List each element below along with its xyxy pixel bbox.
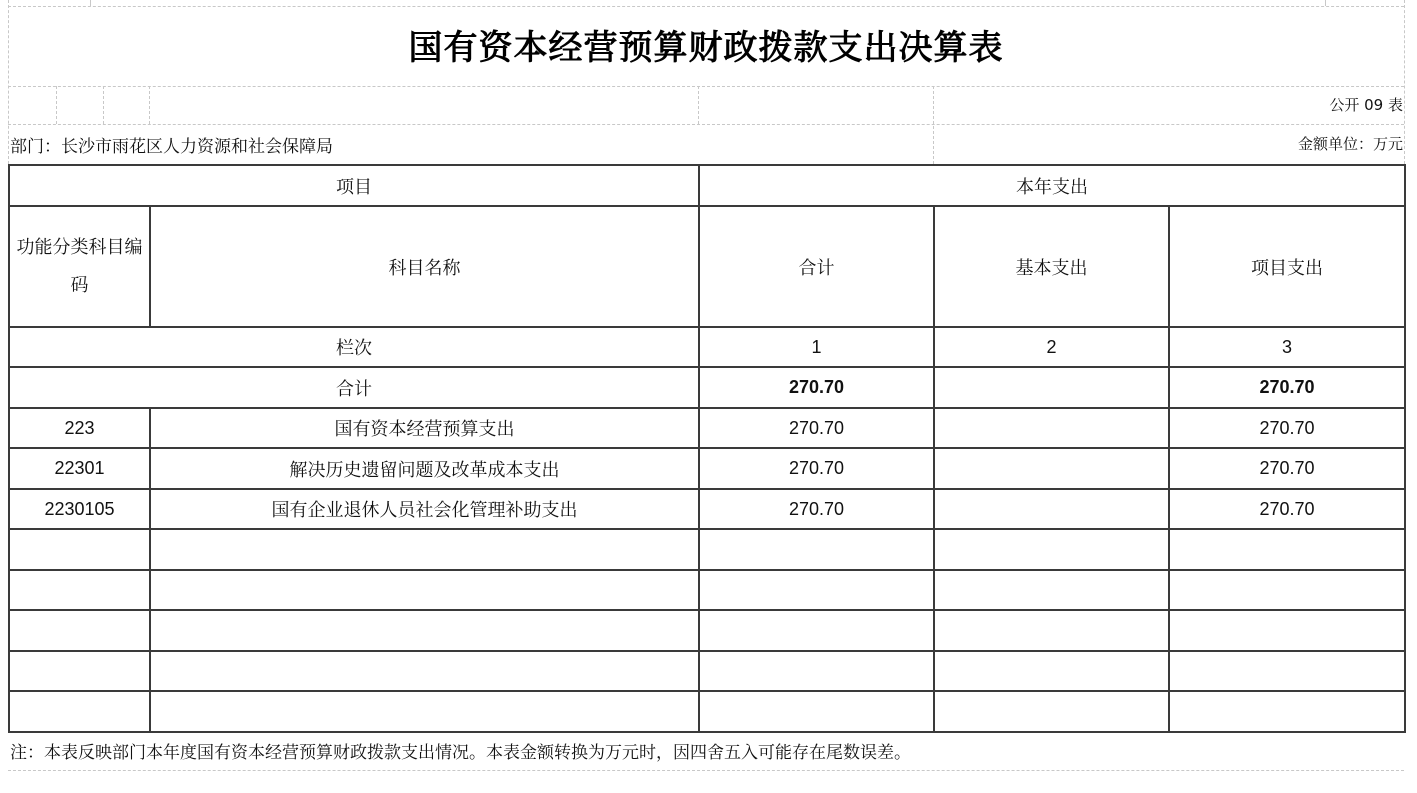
row-code: 22301 (9, 448, 150, 489)
column-index-3: 3 (1169, 327, 1405, 367)
empty-row (9, 691, 1405, 732)
header-name: 科目名称 (150, 206, 699, 327)
empty-cell (9, 529, 150, 570)
empty-row (9, 529, 1405, 570)
empty-cell (699, 610, 934, 651)
column-index-1: 1 (699, 327, 934, 367)
table-row (9, 448, 1405, 489)
empty-cell (9, 691, 150, 732)
row-code: 2230105 (9, 489, 150, 529)
table-number: 公开 09 表 (1329, 96, 1403, 114)
header-project: 项目支出 (1169, 206, 1405, 327)
empty-cell (9, 570, 150, 610)
grid-line (149, 86, 150, 124)
empty-cell (699, 691, 934, 732)
empty-cell (699, 651, 934, 691)
empty-row (9, 610, 1405, 651)
grid-line (8, 86, 1404, 87)
grid-line (8, 124, 1404, 125)
row-basic (934, 408, 1169, 448)
total-row (9, 367, 1405, 408)
empty-cell (934, 529, 1169, 570)
row-total: 270.70 (699, 489, 934, 529)
empty-cell (934, 610, 1169, 651)
row-total: 270.70 (699, 448, 934, 489)
empty-cell (934, 570, 1169, 610)
empty-cell (1169, 610, 1405, 651)
amount-unit-label: 金额单位：万元 (1297, 135, 1403, 153)
grid-line (103, 86, 104, 124)
table-row (9, 408, 1405, 448)
footnote: 注：本表反映部门本年度国有资本经营预算财政拨款支出情况。本表金额转换为万元时，因四舍五入可能存在尾数误差。 (10, 743, 911, 763)
budget-table (8, 164, 1406, 733)
empty-cell (150, 691, 699, 732)
row-project: 270.70 (1169, 489, 1405, 529)
empty-cell (1169, 651, 1405, 691)
empty-cell (699, 529, 934, 570)
table-row (9, 489, 1405, 529)
row-name: 国有企业退休人员社会化管理补助支出 (150, 489, 699, 529)
row-total: 270.70 (699, 408, 934, 448)
grid-line (8, 770, 1404, 771)
empty-cell (934, 691, 1169, 732)
grid-line (933, 86, 934, 164)
header-code: 功能分类科目编码 (9, 206, 150, 327)
header-current-year: 本年支出 (699, 165, 1405, 206)
row-project: 270.70 (1169, 408, 1405, 448)
header-row-2 (9, 206, 1405, 327)
header-total: 合计 (699, 206, 934, 327)
empty-cell (1169, 570, 1405, 610)
header-item: 项目 (9, 165, 699, 206)
row-name: 解决历史遗留问题及改革成本支出 (150, 448, 699, 489)
empty-cell (1169, 529, 1405, 570)
row-name: 国有资本经营预算支出 (150, 408, 699, 448)
empty-cell (150, 651, 699, 691)
empty-cell (1169, 691, 1405, 732)
column-index-label: 栏次 (9, 327, 699, 367)
column-index-2: 2 (934, 327, 1169, 367)
empty-cell (934, 651, 1169, 691)
department-label: 部门：长沙市雨花区人力资源和社会保障局 (10, 137, 333, 157)
row-basic (934, 489, 1169, 529)
empty-cell (150, 529, 699, 570)
grid-line (56, 86, 57, 124)
total-project: 270.70 (1169, 367, 1405, 408)
total-amount: 270.70 (699, 367, 934, 408)
empty-cell (9, 651, 150, 691)
row-code: 223 (9, 408, 150, 448)
empty-row (9, 651, 1405, 691)
header-row-1 (9, 165, 1405, 206)
total-basic (934, 367, 1169, 408)
empty-cell (699, 570, 934, 610)
empty-row (9, 570, 1405, 610)
row-basic (934, 448, 1169, 489)
grid-line (698, 86, 699, 124)
page-title: 国有资本经营预算财政拨款支出决算表 (408, 27, 1004, 68)
row-project: 270.70 (1169, 448, 1405, 489)
header-basic: 基本支出 (934, 206, 1169, 327)
empty-cell (150, 610, 699, 651)
total-label: 合计 (9, 367, 699, 408)
column-index-row (9, 327, 1405, 367)
grid-line (1404, 0, 1405, 164)
empty-cell (150, 570, 699, 610)
empty-cell (9, 610, 150, 651)
